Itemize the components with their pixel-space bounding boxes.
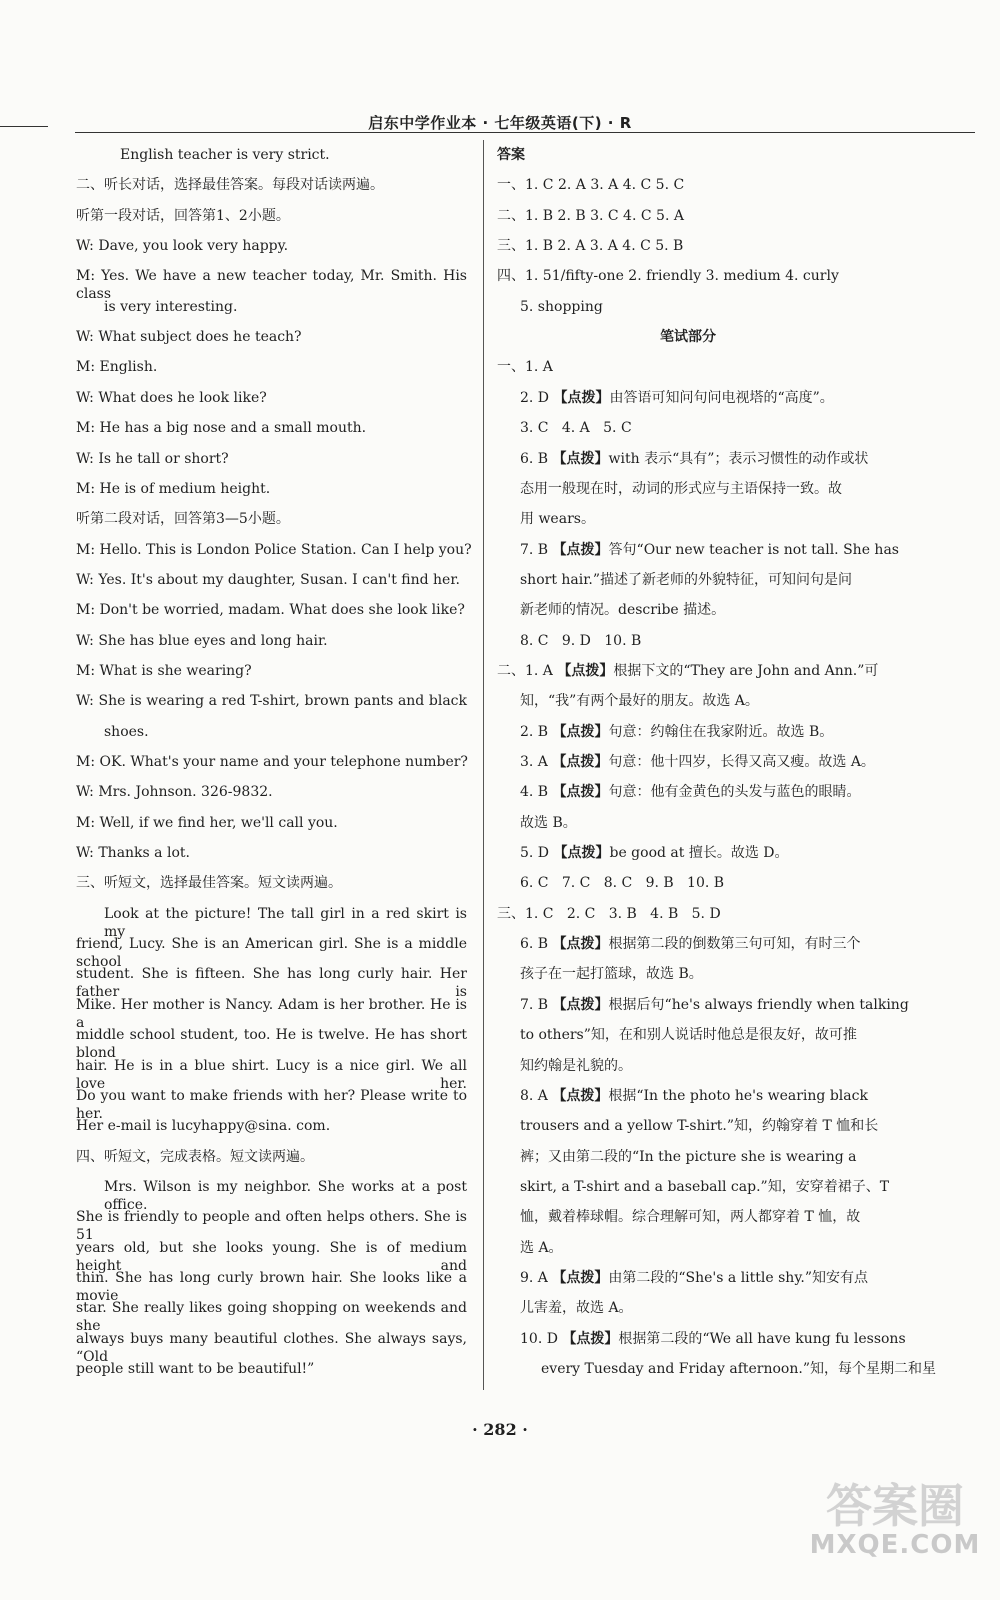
script-line: English teacher is very strict.	[120, 147, 330, 163]
question-number: 6. B	[520, 450, 553, 467]
answer-explanation-line	[520, 814, 577, 832]
explanation-text: 知约翰是礼貌的。	[520, 1057, 632, 1074]
explanation-text: 句意：他十四岁，长得又高又瘦。故选 A。	[608, 754, 875, 770]
answer-explanation-line	[520, 510, 595, 528]
script-line: She is friendly to people and often helps others. She is 51	[76, 1209, 467, 1244]
watermark	[800, 1478, 990, 1588]
answer-explanation-line	[520, 1178, 889, 1196]
answer-explanation-line	[520, 601, 725, 619]
section-heading: 听第二段对话，回答第3—5小题。	[76, 511, 290, 528]
script-line: W: What subject does he teach?	[76, 329, 302, 346]
answer-explanation-line	[520, 571, 852, 589]
explanation-text: 知，“我”有两个最好的朋友。故选 A。	[520, 693, 759, 710]
explanation-text: 根据后句“he's always friendly when talking	[608, 996, 909, 1013]
answer-explanation-line	[520, 844, 789, 862]
hint-label: 【点拨】	[552, 723, 609, 740]
script-line: W: Dave, you look very happy.	[76, 238, 289, 255]
script-line: W: She has blue eyes and long hair.	[76, 632, 328, 649]
question-number: 7. B	[520, 541, 553, 558]
answer-explanation-line	[497, 358, 553, 376]
explanation-text: 根据第二段的倒数第三句可知，有时三个	[608, 936, 861, 953]
explanation-text: 根据第二段的“We all have kung fu lessons	[618, 1330, 906, 1347]
page-header-title: 启东中学作业本 · 七年级英语(下) · R	[368, 114, 632, 132]
column-divider	[483, 140, 484, 1390]
page-number: · 282 ·	[472, 1420, 528, 1439]
listening-answer-row: 三、1. B 2. A 3. A 4. C 5. B	[497, 238, 684, 255]
answer-explanation-line	[520, 480, 842, 498]
explanation-text: with 表示“具有”；表示习惯性的动作或状	[608, 450, 869, 467]
question-number: 4. B	[520, 784, 553, 801]
answer-explanation-line	[520, 723, 833, 741]
answer-explanation-line	[497, 905, 721, 923]
answer-explanation-line	[520, 1087, 868, 1105]
hint-label: 【点拨】	[552, 450, 609, 467]
hint-label: 【点拨】	[552, 1087, 609, 1104]
hint-label: 【点拨】	[552, 541, 609, 558]
explanation-text: 句意：他有金黄色的头发与蓝色的眼睛。	[608, 784, 861, 801]
script-line: M: English.	[76, 359, 158, 376]
script-line: is very interesting.	[104, 298, 238, 315]
header-rule	[75, 132, 975, 133]
script-line: years old, but she looks young. She is of medium height and	[76, 1239, 467, 1274]
script-line: W: Mrs. Johnson. 326-9832.	[76, 784, 273, 801]
answer-explanation-line	[520, 1239, 563, 1257]
question-number: 三、1. C 2. C 3. B 4. B 5. D	[497, 905, 721, 922]
explanation-text: 根据“In the photo he's wearing black	[608, 1087, 868, 1104]
explanation-text: 裤；又由第二段的“In the picture she is wearing a	[520, 1148, 857, 1165]
script-line: people still want to be beautiful!”	[76, 1361, 315, 1377]
question-number: 2. D	[520, 389, 554, 406]
script-line: Her e-mail is lucyhappy@sina. com.	[76, 1118, 331, 1135]
answers-heading: 答案	[497, 147, 525, 163]
section-heading: 三、听短文，选择最佳答案。短文读两遍。	[76, 875, 342, 892]
script-line: W: What does he look like?	[76, 389, 267, 406]
answer-explanation-line	[541, 1360, 936, 1378]
script-line: middle school student, too. He is twelve. He has short blond	[76, 1027, 467, 1062]
listening-answer-row: 二、1. B 2. B 3. C 4. C 5. A	[497, 207, 684, 224]
question-number: 6. C 7. C 8. C 9. B 10. B	[520, 875, 725, 892]
listening-answer-row: 一、1. C 2. A 3. A 4. C 5. C	[497, 177, 685, 194]
script-line: W: She is wearing a red T-shirt, brown pants and black	[76, 693, 467, 710]
answer-explanation-line	[520, 783, 861, 801]
answer-explanation-line	[520, 1026, 857, 1044]
section-heading: 四、听短文，完成表格。短文读两遍。	[76, 1148, 314, 1165]
question-number: 5. D	[520, 845, 554, 862]
script-line: thin. She has long curly brown hair. She looks like a movie	[76, 1269, 467, 1304]
script-line: M: Yes. We have a new teacher today, Mr. Smith. His class	[76, 268, 467, 303]
hint-label: 【点拨】	[552, 754, 609, 770]
question-number: 7. B	[520, 996, 553, 1013]
hint-label: 【点拨】	[552, 784, 609, 801]
answer-explanation-line	[520, 541, 899, 559]
written-section-heading: 笔试部分	[660, 329, 716, 346]
explanation-text: be good at 擅长。故选 D。	[609, 845, 789, 862]
question-number: 8. C 9. D 10. B	[520, 632, 642, 649]
hint-label: 【点拨】	[553, 845, 610, 862]
listening-answer-row: 5. shopping	[520, 298, 603, 315]
explanation-text: 恤，戴着棒球帽。综合理解可知，两人都穿着 T 恤，故	[520, 1209, 861, 1226]
answer-explanation-line	[520, 1299, 633, 1317]
answer-explanation-line	[520, 874, 724, 892]
answer-explanation-line	[520, 389, 834, 407]
script-line: M: OK. What's your name and your telephone number?	[76, 754, 468, 770]
explanation-text: 答句“Our new teacher is not tall. She has	[608, 541, 899, 558]
question-number: 9. A	[520, 1269, 553, 1286]
explanation-text: 选 A。	[520, 1239, 563, 1256]
answer-explanation-line	[520, 450, 868, 468]
explanation-text: 孩子在一起打篮球，故选 B。	[520, 966, 703, 983]
question-number: 10. D	[520, 1330, 563, 1347]
hint-label: 【点拨】	[557, 662, 614, 679]
script-line: shoes.	[104, 723, 149, 740]
script-line: W: Thanks a lot.	[76, 845, 190, 862]
question-number: 一、1. A	[497, 359, 553, 376]
watermark-logo: 答案圈	[826, 1479, 964, 1533]
explanation-text: trousers and a yellow T-shirt.”知，约翰穿着 T 恤和长	[520, 1118, 879, 1135]
explanation-text: 儿害羞，故选 A。	[520, 1300, 633, 1317]
script-line: Do you want to make friends with her? Please write to her.	[76, 1087, 467, 1122]
answer-explanation-line	[520, 1148, 857, 1166]
explanation-text: 新老师的情况。describe 描述。	[520, 602, 726, 619]
explanation-text: 由答语可知问句问电视塔的“高度”。	[609, 389, 834, 406]
question-number: 3. A	[520, 754, 553, 770]
hint-label: 【点拨】	[552, 936, 609, 953]
answer-explanation-line	[520, 692, 759, 710]
hint-label: 【点拨】	[562, 1330, 619, 1347]
question-number: 8. A	[520, 1087, 553, 1104]
script-line: always buys many beautiful clothes. She always says, “Old	[76, 1330, 467, 1365]
answer-explanation-line	[520, 1117, 878, 1135]
script-line: student. She is fifteen. She has long curly hair. Her father is	[76, 966, 467, 1001]
explanation-text: short hair.”描述了新老师的外貌特征，可知问句是问	[520, 571, 852, 588]
section-heading: 二、听长对话，选择最佳答案。每段对话读两遍。	[76, 177, 384, 194]
question-number: 2. B	[520, 723, 553, 740]
answer-explanation-line	[520, 965, 703, 983]
listening-answer-row: 四、1. 51/fifty-one 2. friendly 3. medium 4. curly	[497, 268, 839, 285]
explanation-text: 用 wears。	[520, 511, 595, 528]
script-line: M: What is she wearing?	[76, 662, 252, 679]
script-line: friend, Lucy. She is an American girl. She is a middle school	[76, 936, 467, 971]
answer-explanation-line	[520, 935, 861, 953]
script-line: hair. He is in a blue shirt. Lucy is a nice girl. We all love her.	[76, 1057, 467, 1092]
header-rule-left	[0, 126, 48, 127]
script-line: Mike. Her mother is Nancy. Adam is her brother. He is a	[76, 996, 467, 1031]
explanation-text: to others”知，在和别人说话时他总是很友好，故可推	[520, 1027, 857, 1044]
script-line: M: Hello. This is London Police Station. Can I help you?	[76, 541, 472, 558]
script-line: Mrs. Wilson is my neighbor. She works at a post office.	[104, 1178, 467, 1213]
explanation-text: 态用一般现在时，动词的形式应与主语保持一致。故	[520, 480, 842, 497]
answer-explanation-line	[520, 1208, 860, 1226]
script-line: Look at the picture! The tall girl in a red skirt is my	[104, 905, 467, 940]
answer-explanation-line	[520, 419, 632, 437]
answer-explanation-line	[520, 1330, 906, 1348]
hint-label: 【点拨】	[552, 996, 609, 1013]
question-number: 二、1. A	[497, 662, 558, 679]
answer-explanation-line	[520, 1269, 868, 1287]
script-line: star. She really likes going shopping on weekends and she	[76, 1300, 467, 1335]
hint-label: 【点拨】	[552, 1269, 609, 1286]
explanation-text: every Tuesday and Friday afternoon.”知，每个星期二和星	[541, 1361, 936, 1377]
script-line: M: Well, if we find her, we'll call you.	[76, 814, 338, 831]
explanation-text: 由第二段的“She's a little shy.”知安有点	[608, 1269, 868, 1286]
watermark-text: MXQE.COM	[809, 1530, 981, 1560]
explanation-text: skirt, a T-shirt and a baseball cap.”知，安穿着裙子、T	[520, 1178, 890, 1195]
answer-explanation-line	[497, 662, 878, 680]
section-heading: 听第一段对话，回答第1、2小题。	[76, 207, 290, 224]
script-line: M: He is of medium height.	[76, 480, 271, 497]
explanation-text: 故选 B。	[520, 814, 577, 831]
script-line: M: Don't be worried, madam. What does she look like?	[76, 602, 465, 619]
script-line: W: Is he tall or short?	[76, 450, 229, 467]
answer-explanation-line	[520, 753, 875, 771]
script-line: W: Yes. It's about my daughter, Susan. I can't find her.	[76, 571, 460, 588]
answer-explanation-line	[520, 996, 909, 1014]
answer-explanation-line	[520, 632, 641, 650]
answer-explanation-line	[520, 1057, 632, 1075]
explanation-text: 句意：约翰住在我家附近。故选 B。	[608, 723, 834, 740]
question-number: 6. B	[520, 936, 553, 953]
script-line: M: He has a big nose and a small mouth.	[76, 420, 367, 437]
hint-label: 【点拨】	[553, 389, 610, 406]
explanation-text: 根据下文的“They are John and Ann.”可	[613, 662, 879, 679]
question-number: 3. C 4. A 5. C	[520, 420, 632, 437]
